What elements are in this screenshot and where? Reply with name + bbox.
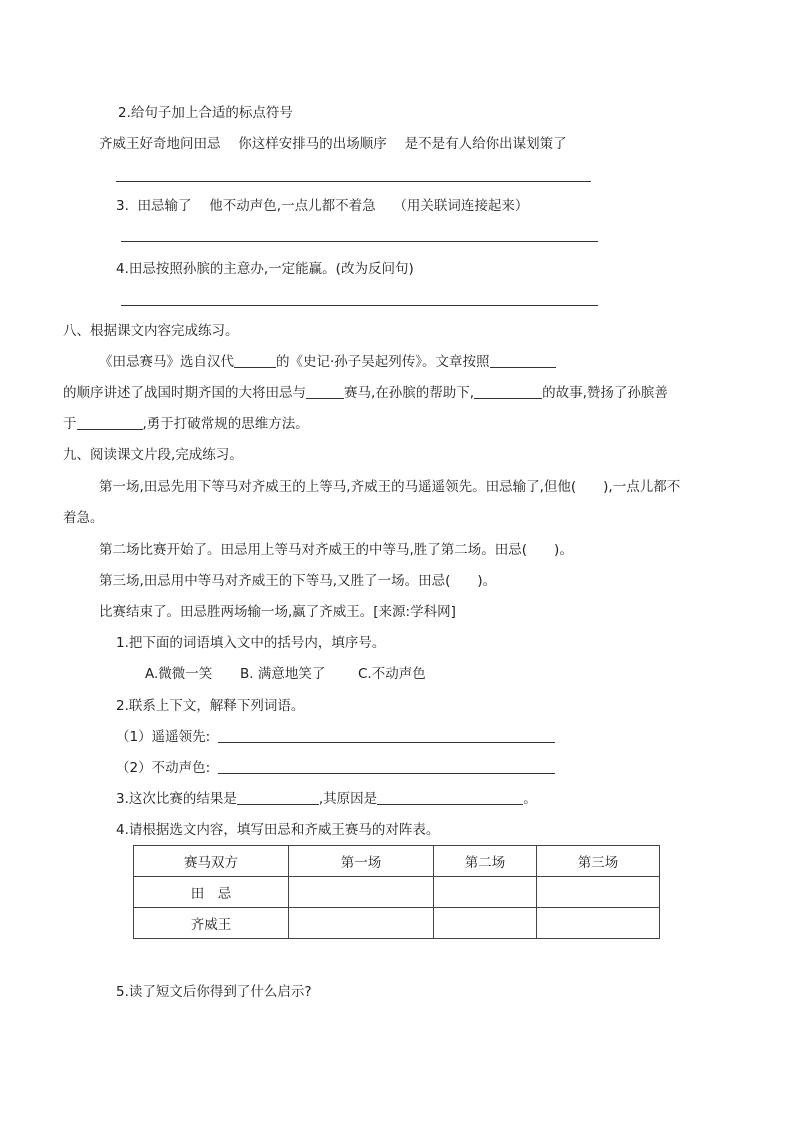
table-row-label: 齐威王 (134, 908, 289, 939)
matchup-table (133, 845, 660, 939)
section-8-line-3 (63, 415, 309, 433)
blank-order[interactable] (490, 353, 556, 368)
table-cell[interactable] (289, 877, 434, 908)
s8-text-1b: 的《史记·孙子吴起列传》。文章按照 (276, 354, 490, 370)
table-row-label: 田 忌 (134, 877, 289, 908)
table-cell[interactable] (537, 908, 660, 939)
s9-q1-prompt: 1.把下面的词语填入文中的括号内，填序号。 (116, 635, 386, 651)
q3-number: 3. (116, 198, 129, 214)
s9-q1-option-c: C.不动声色 (358, 666, 426, 682)
s9-q2-item-2-line[interactable] (218, 773, 555, 774)
s9-q2-prompt: 2.联系上下文，解释下列词语。 (116, 698, 305, 714)
s8-text-2b: 赛马,在孙膑的帮助下, (344, 385, 475, 401)
section-8-line-2 (63, 384, 668, 402)
table-cell[interactable] (537, 877, 660, 908)
table-header-cell: 第二场 (434, 846, 537, 877)
blank-opponent[interactable] (306, 384, 344, 399)
s9-q1-option-b: B. 满意地笑了 (240, 666, 326, 682)
q2-sentence: 齐威王好奇地问田忌 你这样安排马的出场顺序 是不是有人给你出谋划策了 (99, 136, 567, 152)
s8-text-2a: 的顺序讲述了战国时期齐国的大将田忌与 (63, 385, 306, 401)
q2-label: 2.给句子加上合适的标点符号 (118, 105, 293, 121)
section-9-heading: 九、阅读课文片段,完成练习。 (63, 447, 243, 463)
s9-q3-prompt (116, 790, 537, 808)
q4-answer-line[interactable] (121, 305, 598, 306)
q3-text: 田忌输了 他不动声色,一点儿都不着急 （用关联词连接起来） (137, 198, 529, 214)
table-row (134, 877, 660, 908)
q3-answer-line[interactable] (121, 241, 598, 242)
s9-q2-item-2: （2）不动声色: (116, 760, 211, 776)
table-cell[interactable] (434, 877, 537, 908)
blank-result[interactable] (237, 790, 319, 805)
s9-q4-prompt: 4.请根据选文内容，填写田忌和齐威王赛马的对阵表。 (116, 822, 440, 838)
q3-prompt (116, 197, 528, 215)
s9-q2-item-1: （1）遥遥领先: (116, 729, 211, 745)
table-header-cell: 第一场 (289, 846, 434, 877)
table-cell[interactable] (434, 908, 537, 939)
section-8-line-1 (99, 353, 556, 371)
table-header-cell: 赛马双方 (134, 846, 289, 877)
passage-para-3: 第三场,田忌用中等马对齐威王的下等马,又胜了一场。田忌( )。 (99, 573, 497, 589)
passage-para-4: 比赛结束了。田忌胜两场输一场,赢了齐威王。[来源:学科网] (99, 604, 456, 620)
passage-para-1: 第一场,田忌先用下等马对齐威王的上等马,齐威王的马遥遥领先。田忌输了,但他( ),一点儿都不 (99, 479, 681, 495)
s8-text-1a: 《田忌赛马》选自汉代 (99, 354, 234, 370)
blank-reason[interactable] (377, 790, 523, 805)
s9-q3-text-a: 3.这次比赛的结果是 (116, 791, 237, 807)
s9-q5-prompt: 5.读了短文后你得到了什么启示? (116, 984, 312, 1000)
s9-q3-text-b: ,其原因是 (318, 791, 378, 807)
s9-q2-item-1-line[interactable] (218, 742, 555, 743)
q2-answer-line[interactable] (116, 181, 591, 182)
table-header-cell: 第三场 (537, 846, 660, 877)
s8-text-3b: ,勇于打破常规的思维方法。 (142, 416, 309, 432)
blank-story[interactable] (474, 384, 542, 399)
blank-author[interactable] (234, 353, 276, 368)
table-header-row (134, 846, 660, 877)
table-row (134, 908, 660, 939)
s9-q1-option-a: A.微微一笑 (145, 666, 213, 682)
s9-q3-text-c: 。 (523, 791, 537, 807)
s8-text-2c: 的故事,赞扬了孙膑善 (542, 385, 668, 401)
passage-para-2: 第二场比赛开始了。田忌用上等马对齐威王的中等马,胜了第二场。田忌( )。 (99, 542, 573, 558)
s8-text-3a: 于 (63, 416, 77, 432)
section-8-heading: 八、根据课文内容完成练习。 (63, 323, 239, 339)
blank-praise[interactable] (77, 415, 143, 430)
passage-para-1-cont: 着急。 (63, 510, 104, 526)
table-cell[interactable] (289, 908, 434, 939)
q4-prompt: 4.田忌按照孙膑的主意办,一定能赢。(改为反问句) (116, 261, 414, 277)
